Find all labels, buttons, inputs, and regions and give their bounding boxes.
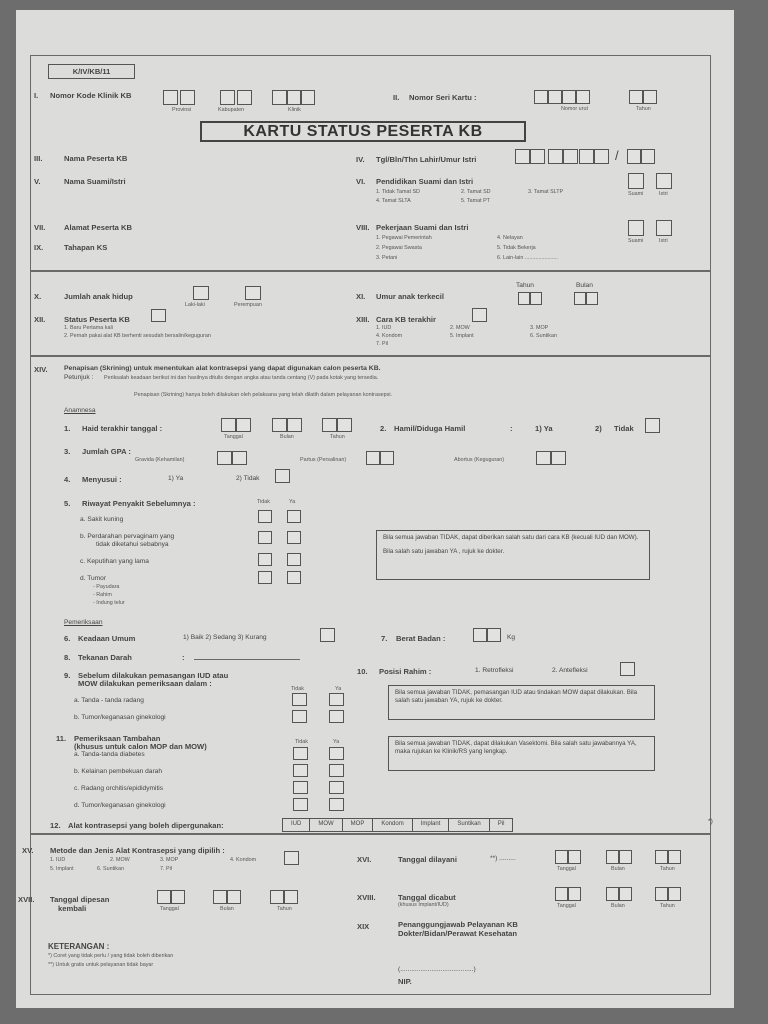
- form-title: KARTU STATUS PESERTA KB: [200, 121, 526, 142]
- tahun-label: Tahun: [660, 866, 675, 872]
- metode-option: 2. MOW: [110, 857, 130, 863]
- haid-bulan-box[interactable]: [287, 418, 302, 432]
- tidak-column-label: Tidak: [291, 686, 304, 692]
- q5b-ya-box[interactable]: [287, 531, 301, 544]
- hamil-box[interactable]: [645, 418, 660, 433]
- tahapan-label: Tahapan KS: [64, 243, 108, 252]
- pekerjaan-istri-box[interactable]: [656, 220, 672, 236]
- q5a-label: a. Sakit kuning: [80, 516, 124, 523]
- bulan-label: Bulan: [280, 434, 294, 440]
- job-option: 6. Lain-lain ......................: [497, 255, 558, 261]
- menyusui-ya-option: 1) Ya: [168, 475, 184, 482]
- section-number: IX.: [34, 243, 44, 252]
- pemeriksaan-heading: Pemeriksaan: [64, 619, 103, 626]
- keterangan-item: *) Coret yang tidak perlu / yang tidak boleh diberikan: [48, 953, 174, 959]
- pekerjaan-suami-box[interactable]: [628, 220, 644, 236]
- alat-kontrasepsi-table: [282, 818, 513, 832]
- tekanan-darah-line[interactable]: [194, 659, 300, 660]
- q5b-label-cont: tidak diketahui sebabnya: [96, 541, 169, 548]
- dipesan-bulan-box[interactable]: [213, 890, 227, 904]
- alat-option[interactable]: Suntikan: [449, 819, 489, 831]
- petunjuk-label: Petunjuk :: [64, 374, 94, 381]
- tgl-lahir-box[interactable]: [594, 149, 609, 164]
- dicabut-tahun-box[interactable]: [655, 887, 668, 901]
- section-number: V.: [34, 177, 41, 186]
- kb-option: 5. Implant: [450, 333, 474, 339]
- q11b-tidak-box[interactable]: [293, 764, 308, 777]
- dipesan-tahun-box[interactable]: [270, 890, 284, 904]
- q5b-tidak-box[interactable]: [258, 531, 272, 544]
- tahun-label: Tahun: [660, 903, 675, 909]
- nama-peserta-label: Nama Peserta KB: [64, 154, 128, 163]
- separator-line: [30, 355, 711, 357]
- anak-laki-box[interactable]: [193, 286, 209, 300]
- kabupaten-label: Kabupaten: [218, 107, 245, 113]
- anamnesa-heading: Anamnesa: [64, 407, 96, 414]
- q11a-tidak-box[interactable]: [293, 747, 308, 760]
- section-number: XVII.: [18, 895, 35, 904]
- berat-badan-box[interactable]: [473, 628, 487, 642]
- ya-column-label: Ya: [289, 499, 296, 505]
- alat-option[interactable]: Implant: [413, 819, 450, 831]
- q5c-tidak-box[interactable]: [258, 553, 272, 566]
- tgl-dilayani-mark: **) .........: [490, 855, 516, 862]
- note-text: Bila salah satu jawaban YA , rujuk ke dokter.: [383, 548, 505, 555]
- job-option: 1. Pegawai Pemerintah: [376, 235, 432, 241]
- nomor-seri-kartu-label: Nomor Seri Kartu :: [409, 93, 477, 102]
- provinsi-box[interactable]: [180, 90, 195, 105]
- status-option: 2. Pernah pakai alat KB berhenti sesudah bersalin/keguguran: [64, 333, 211, 339]
- section-number: XIII.: [356, 315, 370, 324]
- istri-label: Istri: [659, 191, 668, 197]
- berat-badan-box[interactable]: [487, 628, 501, 642]
- alat-option[interactable]: Pil: [497, 821, 505, 827]
- metode-label: Metode dan Jenis Alat Kontrasepsi yang dipilih :: [50, 846, 225, 855]
- question-number: 7.: [381, 634, 388, 643]
- edu-option: 1. Tidak Tamat SD: [376, 189, 420, 195]
- kabupaten-box[interactable]: [237, 90, 252, 105]
- signature-line[interactable]: (........................................): [398, 966, 476, 973]
- tanggal-label: Tanggal: [557, 903, 576, 909]
- dipesan-tanggal-box[interactable]: [157, 890, 171, 904]
- section-number: XV.: [22, 846, 34, 855]
- menyusui-tidak-option: 2) Tidak: [236, 475, 260, 482]
- colon: :: [510, 424, 513, 433]
- kabupaten-box[interactable]: [220, 90, 235, 105]
- nomor-urut-box[interactable]: [576, 90, 590, 104]
- alat-option[interactable]: IUD: [283, 819, 310, 831]
- ya-column-label: Ya: [333, 739, 340, 745]
- jumlah-anak-label: Jumlah anak hidup: [64, 292, 133, 301]
- tahun-label: Tahun: [636, 106, 651, 112]
- question-number: 3.: [64, 447, 71, 456]
- umur-bulan-box[interactable]: [586, 292, 598, 305]
- q9a-label: a. Tanda - tanda radang: [74, 697, 144, 704]
- tidak-column-label: Tidak: [257, 499, 270, 505]
- tekanan-darah-label: Tekanan Darah: [78, 653, 132, 662]
- q5b-label: b. Perdarahan pervaginam yang: [80, 533, 175, 540]
- question-number: 11.: [56, 734, 67, 743]
- q9a-tidak-box[interactable]: [292, 693, 307, 706]
- section-number: X.: [34, 292, 42, 301]
- bulan-label: Bulan: [220, 906, 234, 912]
- haid-tanggal-box[interactable]: [236, 418, 251, 432]
- metode-option: 3. MOP: [160, 857, 179, 863]
- bulan-label: Bulan: [611, 903, 625, 909]
- hamil-tidak-option: Tidak: [614, 424, 634, 433]
- kb-option: 4. Kondom: [376, 333, 403, 339]
- pekerjaan-label: Pekerjaan Suami dan Istri: [376, 223, 469, 232]
- perempuan-label: Perempuan: [234, 302, 262, 308]
- q9b-ya-box[interactable]: [329, 710, 344, 723]
- partus-box[interactable]: [366, 451, 380, 465]
- q5d-ya-box[interactable]: [287, 571, 301, 584]
- umur-tahun-box[interactable]: [518, 292, 530, 305]
- q11d-label: d. Tumor/keganasan ginekologi: [74, 802, 166, 809]
- tahun-label: Tahun: [277, 906, 292, 912]
- klinik-box[interactable]: [301, 90, 315, 105]
- tahun-box[interactable]: [629, 90, 643, 104]
- q11b-ya-box[interactable]: [329, 764, 344, 777]
- klinik-box[interactable]: [272, 90, 287, 105]
- note-box-mop: Bila semua jawaban TIDAK, dapat dilakukan Vasektomi. Bila salah satu jawabannya YA, maka rujukan ke Klinik/RS yang lengkap.: [388, 736, 655, 771]
- alat-option[interactable]: MOP: [343, 819, 374, 831]
- pendidikan-label: Pendidikan Suami dan Istri: [376, 177, 474, 186]
- nomor-urut-label: Nomor urut: [561, 106, 588, 112]
- section-number: XVI.: [357, 855, 372, 864]
- dicabut-tanggal-box[interactable]: [568, 887, 581, 901]
- haid-tahun-box[interactable]: [322, 418, 337, 432]
- q11b-label: b. Kelainan pembekuan darah: [74, 768, 162, 775]
- provinsi-label: Provinsi: [172, 107, 192, 113]
- nomor-urut-box[interactable]: [548, 90, 562, 104]
- note-text: Bila semua jawaban TIDAK, dapat diberikan salah satu dari cara KB (kecuali IUD dan MOW).: [383, 534, 639, 541]
- note-box-iud: Bila semua jawaban TIDAK, pemasangan IUD atau tindakan MOW dapat dilakukan. Bila salah satu jawaban YA, rujuk ke dokter.: [388, 685, 655, 720]
- form-code: K/IV/KB/11: [48, 64, 135, 79]
- slash-separator: /: [615, 148, 619, 163]
- status-label: Status Peserta KB: [64, 315, 130, 324]
- partus-box[interactable]: [380, 451, 394, 465]
- provinsi-box[interactable]: [163, 90, 178, 105]
- klinik-label: Klinik: [288, 107, 301, 113]
- alat-option[interactable]: MOW: [310, 819, 342, 831]
- question-number: 10.: [357, 667, 368, 676]
- metode-option: 4. Kondom: [230, 857, 257, 863]
- cara-kb-box[interactable]: [472, 308, 487, 322]
- dilayani-tahun-box[interactable]: [655, 850, 668, 864]
- question-number: 2.: [380, 424, 387, 433]
- nomor-urut-box[interactable]: [534, 90, 548, 104]
- gravida-box[interactable]: [232, 451, 247, 465]
- menyusui-label: Menyusui :: [82, 475, 122, 484]
- laki-label: Laki-laki: [185, 302, 205, 308]
- separator-line: [30, 270, 711, 272]
- hamil-ya-option: 1) Ya: [535, 424, 553, 433]
- nip-label: NIP.: [398, 977, 412, 986]
- abortus-box[interactable]: [551, 451, 566, 465]
- q9b-tidak-box[interactable]: [292, 710, 307, 723]
- penapisan-heading: Penapisan (Skrining) untuk menentukan alat kontrasepsi yang dapat digunakan calon peserta KB.: [64, 365, 381, 372]
- hamil-tidak-number: 2): [595, 424, 602, 433]
- q9b-label: b. Tumor/keganasan ginekologi: [74, 714, 166, 721]
- nama-suami-label: Nama Suami/Istri: [64, 177, 126, 186]
- q5c-label: c. Keputihan yang lama: [80, 558, 149, 565]
- retrofleksi-option: 1. Retrofleksi: [475, 667, 514, 674]
- petunjuk-text: Periksalah keadaan berikut ini dan hasilnya ditulis dengan angka atau tanda centang (V) pada kotak yang tersedia.: [104, 375, 379, 381]
- question-number: 9.: [64, 671, 71, 680]
- antefleksi-option: 2. Antefleksi: [552, 667, 588, 674]
- question-number: 4.: [64, 475, 71, 484]
- section-number: II.: [393, 93, 400, 102]
- status-option: 1. Baru Pertama kali: [64, 325, 113, 331]
- haid-tanggal-box[interactable]: [221, 418, 236, 432]
- bulan-label: Bulan: [576, 282, 593, 289]
- q11-label: Pemeriksaan Tambahan: [74, 734, 161, 743]
- separator-line: [30, 833, 711, 835]
- dipesan-tanggal-box[interactable]: [171, 890, 185, 904]
- nomor-kode-klinik-label: Nomor Kode Klinik KB: [50, 91, 132, 100]
- q11c-label: c. Radang orchitis/epididymitis: [74, 785, 164, 792]
- edu-option: 3. Tamat SLTP: [528, 189, 564, 195]
- section-number: IV.: [356, 155, 365, 164]
- ya-column-label: Ya: [335, 686, 342, 692]
- edu-option: 4. Tamat SLTA: [376, 198, 411, 204]
- umur-istri-box[interactable]: [641, 149, 655, 164]
- metode-option: 1. IUD: [50, 857, 66, 863]
- alat-kontrasepsi-label: Alat kontrasepsi yang boleh dipergunakan:: [68, 821, 224, 830]
- job-option: 2. Pegawai Swasta: [376, 245, 422, 251]
- penapisan-note: Penapisan (Skrining) hanya boleh dilakukan oleh pelaksana yang telah dilatih dalam pelayanan kontrasepsi.: [134, 392, 393, 398]
- hamil-label: Hamil/Diduga Hamil: [394, 424, 466, 433]
- q5c-ya-box[interactable]: [287, 553, 301, 566]
- section-number: VII.: [34, 223, 46, 232]
- kb-option: 6. Suntikan: [530, 333, 557, 339]
- keadaan-umum-box[interactable]: [320, 628, 335, 642]
- posisi-rahim-box[interactable]: [620, 662, 635, 676]
- section-number: VIII.: [356, 223, 370, 232]
- q5d-sub: - Indung telur: [93, 600, 125, 606]
- suami-label: Suami: [628, 191, 644, 197]
- dilayani-tanggal-box[interactable]: [555, 850, 568, 864]
- dilayani-bulan-box[interactable]: [606, 850, 619, 864]
- pendidikan-suami-box[interactable]: [628, 173, 644, 189]
- q11d-ya-box[interactable]: [329, 798, 344, 811]
- tgl-dipesan-label-cont: kembali: [58, 904, 87, 913]
- klinik-box[interactable]: [287, 90, 301, 105]
- penanggungjawab-label-cont: Dokter/Bidan/Perawat Kesehatan: [398, 929, 518, 938]
- anak-perempuan-box[interactable]: [245, 286, 261, 300]
- istri-label: Istri: [659, 238, 668, 244]
- q5a-ya-box[interactable]: [287, 510, 301, 523]
- job-option: 5. Tidak Bekerja: [497, 245, 536, 251]
- question-number: 5.: [64, 499, 71, 508]
- abortus-label: Abortus (Keguguran): [454, 457, 505, 463]
- posisi-rahim-label: Posisi Rahim :: [379, 667, 432, 676]
- q5d-tidak-box[interactable]: [258, 571, 272, 584]
- keadaan-umum-label: Keadaan Umum: [78, 634, 136, 643]
- tgl-lahir-box[interactable]: [579, 149, 594, 164]
- dilayani-tanggal-box[interactable]: [568, 850, 581, 864]
- q11c-tidak-box[interactable]: [293, 781, 308, 794]
- tanggal-label: Tanggal: [160, 906, 179, 912]
- job-option: 3. Petani: [376, 255, 398, 261]
- dicabut-bulan-box[interactable]: [619, 887, 632, 901]
- nomor-urut-box[interactable]: [562, 90, 576, 104]
- gravida-box[interactable]: [217, 451, 232, 465]
- note-box-anamnesa: [376, 530, 650, 580]
- status-box[interactable]: [151, 309, 166, 322]
- abortus-box[interactable]: [536, 451, 551, 465]
- section-number: VI.: [356, 177, 366, 186]
- tidak-column-label: Tidak: [295, 739, 308, 745]
- alamat-label: Alamat Peserta KB: [64, 223, 132, 232]
- kb-option: 2. MOW: [450, 325, 470, 331]
- colon: :: [182, 653, 185, 662]
- suami-label: Suami: [628, 238, 644, 244]
- kb-option: 1. IUD: [376, 325, 392, 331]
- haid-bulan-box[interactable]: [272, 418, 287, 432]
- menyusui-box[interactable]: [275, 469, 290, 483]
- keterangan-item: **) Untuk gratis untuk pelayanan tidak bayar: [48, 962, 154, 968]
- q11a-ya-box[interactable]: [329, 747, 344, 760]
- q11-label-cont: (khusus untuk calon MOP dan MOW): [74, 742, 207, 751]
- job-option: 4. Nelayan: [497, 235, 523, 241]
- metode-option: 7. Pil: [160, 866, 172, 872]
- kb-option: 7. Pil: [376, 341, 388, 347]
- section-number: XI.: [356, 292, 366, 301]
- kg-unit: Kg: [507, 634, 516, 641]
- pendidikan-istri-box[interactable]: [656, 173, 672, 189]
- dicabut-bulan-box[interactable]: [606, 887, 619, 901]
- q11a-label: a. Tanda-tanda diabetes: [74, 751, 145, 758]
- q5d-sub: - Rahim: [93, 592, 112, 598]
- berat-badan-label: Berat Badan :: [396, 634, 446, 643]
- q11c-ya-box[interactable]: [329, 781, 344, 794]
- q9-label: Sebelum dilakukan pemasangan IUD atau: [78, 671, 229, 680]
- haid-tahun-box[interactable]: [337, 418, 352, 432]
- section-number: XII.: [34, 315, 46, 324]
- tahun-box[interactable]: [643, 90, 657, 104]
- penanggungjawab-label: Penanggungjawab Pelayanan KB: [398, 920, 518, 929]
- umur-tahun-box[interactable]: [530, 292, 542, 305]
- umur-anak-label: Umur anak terkecil: [376, 292, 444, 301]
- alat-option[interactable]: Kondom: [373, 819, 412, 831]
- tanggal-label: Tanggal: [224, 434, 243, 440]
- bulan-label: Bulan: [611, 866, 625, 872]
- keterangan-heading: KETERANGAN :: [48, 942, 110, 951]
- q11d-tidak-box[interactable]: [293, 798, 308, 811]
- footnote-marker: *): [708, 818, 713, 825]
- dicabut-tanggal-box[interactable]: [555, 887, 568, 901]
- metode-option: 6. Suntikan: [97, 866, 124, 872]
- question-number: 8.: [64, 653, 71, 662]
- edu-option: 2. Tamat SD: [461, 189, 491, 195]
- tgl-dilayani-label: Tanggal dilayani: [398, 855, 457, 864]
- tgl-dipesan-label: Tanggal dipesan: [50, 895, 110, 904]
- tgl-lahir-label: Tgl/Bln/Thn Lahir/Umur Istri: [376, 155, 477, 164]
- q5d-sub: - Payudara: [93, 584, 120, 590]
- section-number: XIX: [357, 922, 370, 931]
- question-number: 12.: [50, 821, 61, 830]
- cara-kb-label: Cara KB terakhir: [376, 315, 436, 324]
- edu-option: 5. Tamat PT: [461, 198, 490, 204]
- haid-terakhir-label: Haid terakhir tanggal :: [82, 424, 163, 433]
- question-number: 1.: [64, 424, 71, 433]
- gpa-label: Jumlah GPA :: [82, 447, 131, 456]
- tgl-lahir-box[interactable]: [548, 149, 563, 164]
- q5a-tidak-box[interactable]: [258, 510, 272, 523]
- tgl-dicabut-sub: (khusus Implant/IUD): [398, 902, 449, 908]
- dilayani-tahun-box[interactable]: [668, 850, 681, 864]
- partus-label: Partus (Persalinan): [300, 457, 347, 463]
- riwayat-label: Riwayat Penyakit Sebelumnya :: [82, 499, 196, 508]
- tgl-lahir-box[interactable]: [515, 149, 530, 164]
- q9-label-cont: MOW dilakukan pemeriksaan dalam :: [78, 679, 212, 688]
- dicabut-tahun-box[interactable]: [668, 887, 681, 901]
- q5d-label: d. Tumor: [80, 575, 107, 582]
- question-number: 6.: [64, 634, 71, 643]
- section-number: III.: [34, 154, 43, 163]
- tahun-label: Tahun: [330, 434, 345, 440]
- dipesan-bulan-box[interactable]: [227, 890, 241, 904]
- section-number: I.: [34, 91, 39, 100]
- metode-option: 5. Implant: [50, 866, 74, 872]
- section-number: XIV.: [34, 365, 48, 374]
- dilayani-bulan-box[interactable]: [619, 850, 632, 864]
- section-number: XVIII.: [357, 893, 376, 902]
- tgl-lahir-box[interactable]: [563, 149, 578, 164]
- tanggal-label: Tanggal: [557, 866, 576, 872]
- kb-option: 3. MOP: [530, 325, 549, 331]
- tgl-lahir-box[interactable]: [530, 149, 545, 164]
- dipesan-tahun-box[interactable]: [284, 890, 298, 904]
- gravida-label: Gravida (Kehamilan): [135, 457, 185, 463]
- metode-box[interactable]: [284, 851, 299, 865]
- keadaan-umum-options: 1) Baik 2) Sedang 3) Kurang: [183, 634, 267, 641]
- tahun-label: Tahun: [516, 282, 534, 289]
- umur-bulan-box[interactable]: [574, 292, 586, 305]
- umur-istri-box[interactable]: [627, 149, 641, 164]
- q9a-ya-box[interactable]: [329, 693, 344, 706]
- tgl-dicabut-label: Tanggal dicabut: [398, 893, 456, 902]
